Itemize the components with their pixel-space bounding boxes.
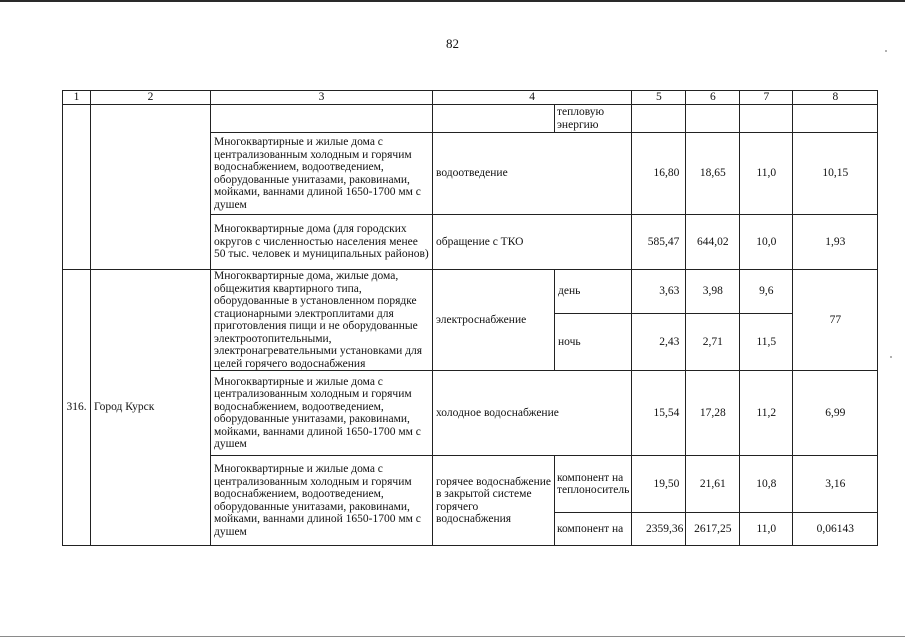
value-cell: 2617,25 <box>686 513 740 546</box>
scan-edge-bottom <box>0 636 905 637</box>
value-cell: 16,80 <box>632 133 686 215</box>
value-cell: 18,65 <box>686 133 740 215</box>
service-cell <box>433 105 555 133</box>
locality-cell: Город Курск <box>91 270 211 546</box>
table-row <box>63 270 878 314</box>
sub-service-cell: компонент на <box>555 513 632 546</box>
value-cell: 77 <box>793 270 878 371</box>
service-cell: обращение с ТКО <box>433 215 632 270</box>
value-cell: 6,99 <box>793 371 878 456</box>
value-cell <box>632 105 686 133</box>
scan-speck <box>890 356 892 358</box>
value-cell: 19,50 <box>632 456 686 513</box>
value-cell: 10,15 <box>793 133 878 215</box>
service-cell: водоотведение <box>433 133 632 215</box>
tariff-table <box>62 90 878 546</box>
header-cell: 3 <box>211 91 433 105</box>
header-cell: 7 <box>740 91 793 105</box>
value-cell: 10,0 <box>740 215 793 270</box>
value-cell: 9,6 <box>740 270 793 314</box>
value-cell <box>793 105 878 133</box>
locality-cell <box>91 105 211 270</box>
value-cell: 3,98 <box>686 270 740 314</box>
service-cell: холодное водоснабжение <box>433 371 632 456</box>
value-cell: 1,93 <box>793 215 878 270</box>
value-cell: 585,47 <box>632 215 686 270</box>
value-cell: 11,0 <box>740 133 793 215</box>
sub-service-cell: ночь <box>555 314 632 371</box>
header-cell: 2 <box>91 91 211 105</box>
scan-speck <box>885 50 887 52</box>
row-number-cell: 316. <box>63 270 91 546</box>
value-cell: 11,0 <box>740 513 793 546</box>
header-cell: 6 <box>686 91 740 105</box>
scan-edge-top <box>0 0 905 2</box>
description-cell <box>211 105 433 133</box>
value-cell: 11,5 <box>740 314 793 371</box>
sub-service-cell: день <box>555 270 632 314</box>
service-cell: горячее водоснабжение в закрытой системе горячего водоснабжения <box>433 456 555 546</box>
header-row <box>63 91 878 105</box>
sub-service-cell: компонент на теплоноситель <box>555 456 632 513</box>
description-cell: Многоквартирные и жилые дома с централизованным холодным и горячим водоснабжением, водоотведением, оборудованные унитазами, раковинами, мойками, ваннами длиной 1650-1700 мм с душем <box>211 456 433 546</box>
description-cell: Многоквартирные и жилые дома с централизованным холодным и горячим водоснабжением, водоотведением, оборудованные унитазами, раковинами, мойками, ваннами длиной 1650-1700 мм с душем <box>211 371 433 456</box>
value-cell: 0,06143 <box>793 513 878 546</box>
sub-service-cell: тепловую энергию <box>555 105 632 133</box>
table-row <box>63 105 878 133</box>
description-cell: Многоквартирные дома (для городских округов с численностью населения менее 50 тыс. человек и муниципальных районов) <box>211 215 433 270</box>
value-cell: 2359,36 <box>632 513 686 546</box>
row-number-cell <box>63 105 91 270</box>
value-cell: 21,61 <box>686 456 740 513</box>
description-cell: Многоквартирные дома, жилые дома, общежития квартирного типа, оборудованные в установленном порядке стационарными электроплитами для приготовления пищи и не оборудованные электроотопительными, электронагревательными установками для целей горячего водоснабжения <box>211 270 433 371</box>
header-cell: 5 <box>632 91 686 105</box>
page-number: 82 <box>446 36 459 51</box>
value-cell <box>686 105 740 133</box>
value-cell: 644,02 <box>686 215 740 270</box>
header-cell: 1 <box>63 91 91 105</box>
header-cell: 8 <box>793 91 878 105</box>
service-cell: электроснабжение <box>433 270 555 371</box>
value-cell: 2,71 <box>686 314 740 371</box>
value-cell: 2,43 <box>632 314 686 371</box>
value-cell: 3,63 <box>632 270 686 314</box>
header-cell: 4 <box>433 91 632 105</box>
value-cell: 3,16 <box>793 456 878 513</box>
value-cell: 10,8 <box>740 456 793 513</box>
value-cell: 15,54 <box>632 371 686 456</box>
value-cell: 17,28 <box>686 371 740 456</box>
value-cell: 11,2 <box>740 371 793 456</box>
description-cell: Многоквартирные и жилые дома с централизованным холодным и горячим водоснабжением, водоотведением, оборудованные унитазами, раковинами, мойками, ваннами длиной 1650-1700 мм с душем <box>211 133 433 215</box>
value-cell <box>740 105 793 133</box>
